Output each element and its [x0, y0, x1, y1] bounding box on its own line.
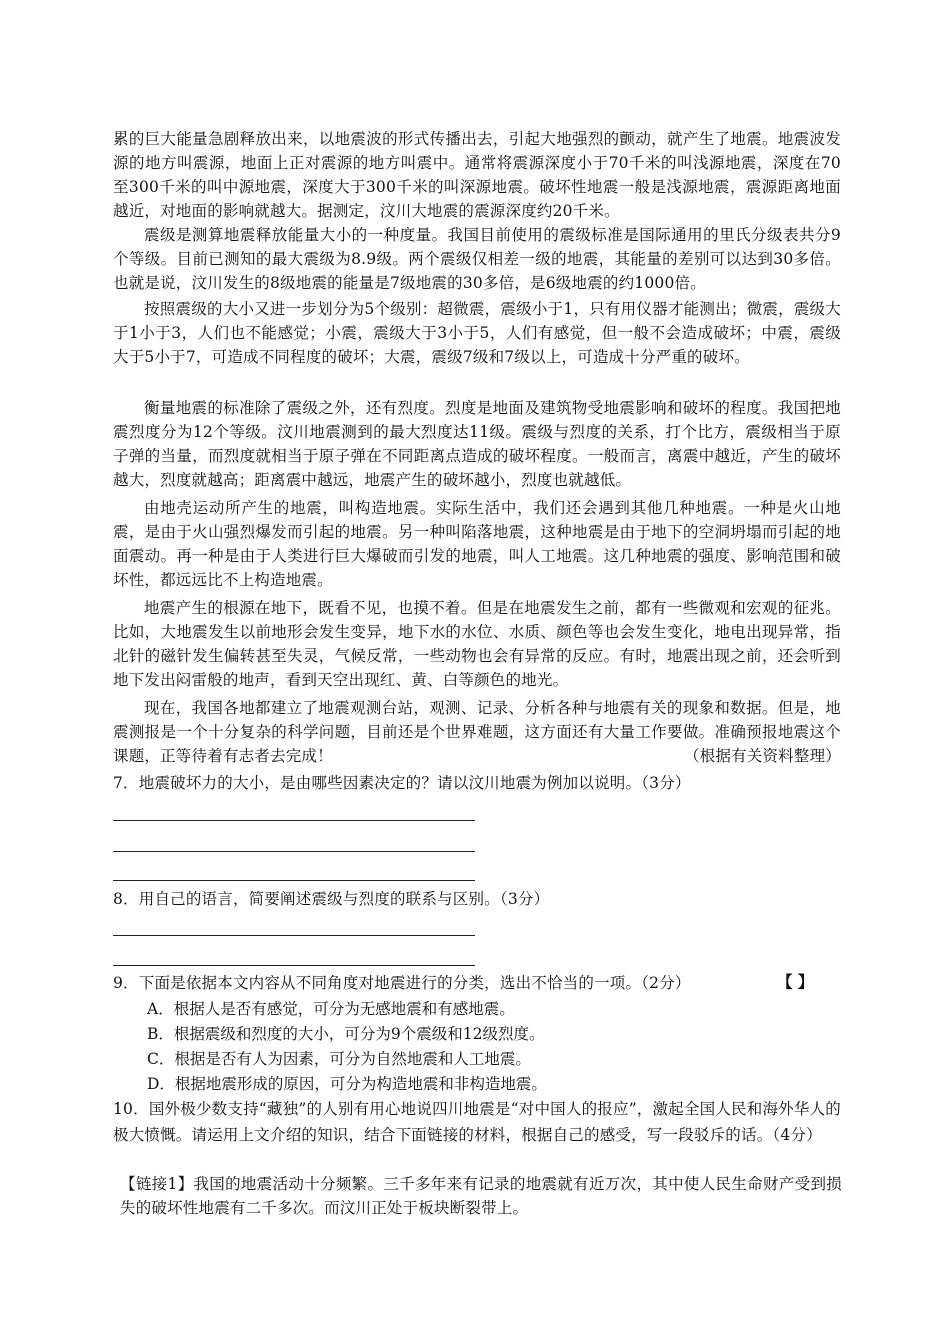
option-b: B．根据震级和烈度的大小，可分为9个震级和12级烈度。: [147, 1025, 545, 1043]
article-paragraph-7-text: 现在，我国各地都建立了地震观测台站，观测、记录、分析各种与地震有关的现象和数据。但是，地震测报是一个十分复杂的科学问题，目前还是个世界难题，这方面还有大量工作要做。准确预报地震这个课题，正等待着有志者去完成！: [113, 699, 841, 765]
article-paragraph-6: 地震产生的根源在地下，既看不见，也摸不着。但是在地震发生之前，都有一些微观和宏观的征兆。比如，大地震发生以前地形会发生变异，地下水的水位、水质、颜色等也会发生变化，地电出现异常，指北针的磁针发生偏转甚至失灵，气候反常，一些动物也会有异常的反应。有时，地震出现之前，还会听到地下发出闷雷般的地声，看到天空出现红、黄、白等颜色的地光。: [113, 599, 841, 689]
answer-line[interactable]: [113, 935, 475, 936]
article-paragraph-4: 衡量地震的标准除了震级之外，还有烈度。烈度是地面及建筑物受地震影响和破坏的程度。我国把地震烈度分为12个等级。汶川地震测到的最大烈度达11级。震级与烈度的关系，打个比方，震级相当于原子弹的当量，而烈度就相当于原子弹在不同距离点造成的破坏程度。一般而言，离震中越近，产生的破坏越大，烈度就越高；距离震中越远，地震产生的破坏越小，烈度也就越低。: [113, 399, 841, 489]
question-10: 10．国外极少数支持“藏独”的人别有用心地说四川地震是“对中国人的报应”，激起全国人民和海外华人的极大愤慨。请运用上文介绍的知识，结合下面链接的材料，根据自己的感受，写一段驳斥的话。（4分）: [113, 1100, 841, 1144]
link-1-paragraph: 【链接1】我国的地震活动十分频繁。三千多年来有记录的地震就有近万次，其中使人民生命财产受到损失的破坏性地震有二千多次。而汶川正处于板块断裂带上。: [120, 1175, 842, 1217]
answer-line[interactable]: [113, 880, 475, 881]
answer-line[interactable]: [113, 820, 475, 821]
option-c: C．根据是否有人为因素，可分为自然地震和人工地震。: [147, 1050, 531, 1068]
answer-line[interactable]: [113, 965, 475, 966]
article-paragraph-5: 由地壳运动所产生的地震，叫构造地震。实际生活中，我们还会遇到其他几种地震。一种是火山地震，是由于火山强烈爆发而引起的地震。另一种叫陷落地震，这种地震是由于地下的空洞坍塌而引起的地面震动。再一种是由于人类进行巨大爆破而引发的地震，叫人工地震。这几种地震的强度、影响范围和破坏性，都远远比不上构造地震。: [113, 499, 841, 589]
option-d: D．根据地震形成的原因，可分为构造地震和非构造地震。: [147, 1075, 547, 1093]
answer-line[interactable]: [113, 851, 475, 852]
article-paragraph-3: 按照震级的大小又进一步划分为5个级别：超微震，震级小于1，只有用仪器才能测出；微震，震级大于1小于3，人们也不能感觉；小震，震级大于3小于5，人们有感觉，但一般不会造成破坏；中震，震级大于5小于7，可造成不同程度的破坏；大震，震级7级和7级以上，可造成十分严重的破坏。: [113, 300, 841, 366]
question-7: 7．地震破坏力的大小，是由哪些因素决定的？请以汶川地震为例加以说明。（3分）: [113, 774, 691, 792]
article-paragraph-1: 累的巨大能量急剧释放出来，以地震波的形式传播出去，引起大地强烈的颤动，就产生了地震。地震波发源的地方叫震源，地面上正对震源的地方叫震中。通常将震源深度小于70千米的叫浅源地震，深度在70至300千米的叫中源地震，深度大于300千米的叫深源地震。破坏性地震一般是浅源地震，震源距离地面越近，对地面的影响就越大。据测定，汶川大地震的震源深度约20千米。: [113, 130, 841, 220]
source-note: （根据有关资料整理）: [683, 747, 841, 765]
article-paragraph-7: [113, 696, 841, 768]
answer-bracket[interactable]: 【 】: [777, 972, 814, 991]
question-8: 8．用自己的语言，简要阐述震级与烈度的联系与区别。（3分）: [113, 890, 550, 908]
question-9: 9．下面是依据本文内容从不同角度对地震进行的分类，选出不恰当的一项。（2分）: [113, 974, 691, 992]
article-paragraph-2: 震级是测算地震释放能量大小的一种度量。我国目前使用的震级标准是国际通用的里氏分级表共分9个等级。目前已测知的最大震级为8.9级。两个震级仅相差一级的地震，其能量的差别可以达到30多倍。也就是说，汶川发生的8级地震的能量是7级地震的30多倍，是6级地震的约1000倍。: [113, 226, 841, 292]
option-a: A．根据人是否有感觉，可分为无感地震和有感地震。: [147, 1000, 515, 1018]
